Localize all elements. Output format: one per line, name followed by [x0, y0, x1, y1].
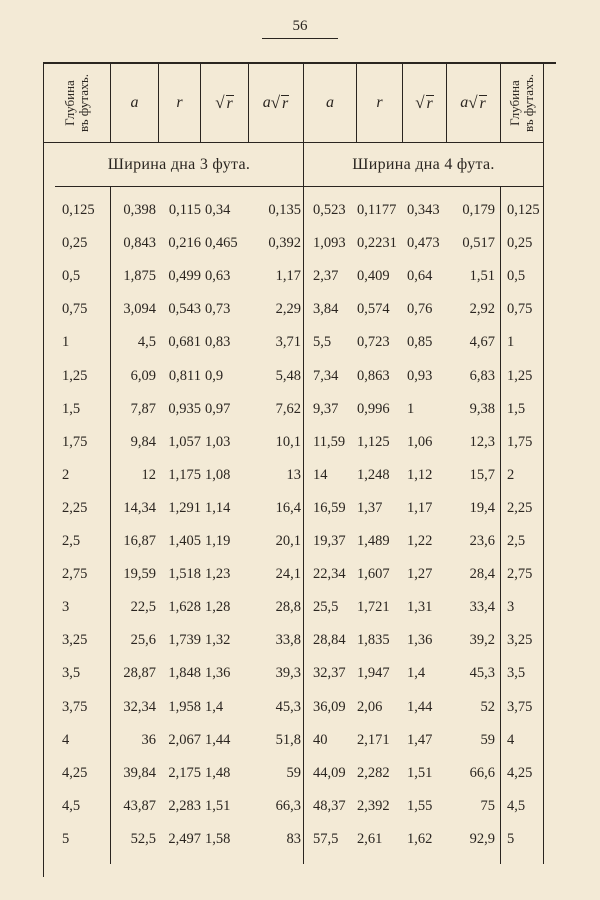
- table-cell: 11,59: [313, 433, 346, 450]
- table-cell: 1,48: [205, 764, 231, 781]
- header-a-left-label: a: [130, 94, 139, 111]
- table-cell: 1: [407, 400, 415, 417]
- table-cell: 0,1177: [357, 202, 397, 218]
- table-cell: 0,76: [407, 301, 433, 318]
- header-sqrt-r-left: [201, 66, 248, 140]
- header-depth-right: [501, 66, 543, 140]
- table-cell: 16,59: [313, 499, 346, 516]
- table-cell: 48,37: [313, 797, 346, 814]
- table-cell: 20,1: [275, 533, 301, 549]
- table-cell: 39,3: [275, 665, 301, 682]
- table-cell: 1,23: [205, 566, 231, 583]
- header-a-sqrt-r-right-a: a: [460, 94, 469, 111]
- table-cell: 0,73: [205, 301, 231, 318]
- table-cell: 0,343: [407, 202, 440, 218]
- table-cell: 25,6: [130, 632, 156, 649]
- table-cell: 52,5: [130, 830, 156, 847]
- table-cell: 1,44: [205, 731, 231, 748]
- table-cell: 0,125: [62, 202, 95, 218]
- table-cell: 1,291: [168, 499, 201, 516]
- table-cell: 6,09: [130, 367, 156, 384]
- table-cell: 0,85: [407, 334, 433, 351]
- table-cell: 0,75: [507, 301, 533, 318]
- table-cell: 1,17: [275, 268, 301, 285]
- table-cell: 0,723: [357, 334, 390, 351]
- header-a-sqrt-r-left-a: a: [262, 94, 271, 111]
- table-cell: 9,38: [469, 400, 495, 417]
- table-cell: 1,125: [357, 433, 390, 450]
- table-cell: 1,628: [168, 599, 201, 616]
- table-cell: 22,34: [313, 566, 346, 583]
- table-cell: 14,34: [123, 499, 156, 516]
- table-cell: 0,574: [357, 301, 390, 318]
- table-cell: 44,09: [313, 764, 346, 781]
- table-cell: 45,3: [275, 698, 301, 715]
- table-cell: 0,996: [357, 400, 390, 417]
- table-cell: 1,5: [507, 400, 526, 417]
- table-cell: 7,34: [313, 367, 339, 384]
- table-cell: 1,31: [407, 599, 433, 616]
- table-cell: 0,398: [123, 202, 156, 218]
- table-cell: 2,37: [313, 268, 339, 285]
- table-cell: 1,947: [357, 665, 390, 682]
- table-cell: 39,2: [469, 632, 495, 649]
- table-cell: 0,97: [205, 400, 231, 417]
- table-cell: 28,8: [275, 599, 301, 616]
- header-sqrt-r-right: [403, 66, 446, 140]
- section-title-left: Ширина дна 3 фута.: [107, 156, 251, 173]
- table-cell: 66,3: [275, 797, 301, 814]
- table-cell: 19,37: [313, 533, 346, 549]
- table-cell: 1,37: [357, 499, 383, 516]
- section-bottom-rule: [55, 186, 543, 187]
- table-cell: 0,25: [507, 235, 533, 252]
- table-cell: 0,863: [357, 367, 390, 384]
- table-cell: 1,58: [205, 830, 231, 847]
- sqrt-symbol: √: [468, 93, 478, 112]
- table-cell: 1,5: [62, 400, 81, 417]
- header-depth-left: [44, 66, 110, 140]
- table-cell: 1,721: [357, 599, 390, 616]
- table-cell: 0,473: [407, 235, 440, 252]
- table-cell: 3,71: [275, 334, 301, 351]
- table-cell: 1,51: [205, 797, 231, 814]
- table-cell: 32,34: [123, 698, 156, 715]
- table-cell: 5,48: [275, 367, 301, 384]
- table-cell: 3,5: [507, 665, 526, 682]
- table-cell: 40: [313, 731, 328, 748]
- table-cell: 4: [62, 731, 70, 748]
- header-depth-right-label: Глубина въ футахъ.: [507, 74, 537, 132]
- table-cell: 1,14: [205, 499, 231, 516]
- table-cell: 7,62: [275, 400, 301, 417]
- table-cell: 16,87: [123, 533, 156, 549]
- table-cell: 32,37: [313, 665, 346, 682]
- table-cell: 75: [480, 797, 495, 814]
- table-cell: 4,25: [62, 764, 88, 781]
- table-cell: 6,83: [469, 367, 495, 384]
- table-cell: 1,51: [469, 268, 495, 285]
- table-cell: 1,51: [407, 764, 433, 781]
- table-cell: 1,835: [357, 632, 390, 649]
- table-cell: 1,175: [168, 466, 201, 483]
- table-cell: 39,84: [123, 764, 156, 781]
- header-r-left-label: r: [176, 94, 183, 111]
- table-cell: 1,093: [313, 235, 346, 252]
- table-cell: 12,3: [469, 433, 495, 450]
- table-cell: 33,4: [469, 599, 495, 616]
- table-cell: 14: [313, 466, 328, 483]
- table-cell: 0,543: [168, 301, 201, 318]
- table-cell: 1,06: [407, 433, 433, 450]
- table-cell: 2,25: [507, 499, 533, 516]
- header-sqrt-r-right-label: r: [426, 95, 433, 112]
- table-cell: 0,25: [62, 235, 88, 252]
- table-cell: 1,4: [407, 665, 426, 682]
- table-cell: 3: [62, 599, 70, 616]
- table-cell: 1,4: [205, 698, 224, 715]
- table-cell: 2,175: [168, 764, 201, 781]
- header-r-right: [357, 66, 402, 140]
- table-cell: 1,19: [205, 533, 231, 549]
- table-cell: 4,25: [507, 764, 533, 781]
- table-cell: 2,75: [507, 566, 533, 583]
- table-cell: 0,843: [123, 235, 156, 252]
- table-cell: 24,1: [275, 566, 301, 583]
- col-sep-mid: [303, 64, 304, 864]
- table-cell: 25,5: [313, 599, 339, 616]
- table-cell: 0,83: [205, 334, 231, 351]
- table-cell: 0,2231: [357, 235, 397, 252]
- table-cell: 59: [480, 731, 495, 748]
- table-cell: 1,03: [205, 433, 231, 450]
- header-a-sqrt-r-left: [249, 66, 303, 140]
- table-cell: 0,5: [507, 268, 526, 285]
- table-cell: 13: [286, 466, 301, 483]
- table-cell: 0,392: [268, 235, 301, 252]
- table-cell: 2,25: [62, 499, 88, 516]
- col-sep-depth-left: [110, 186, 111, 864]
- table-cell: 9,37: [313, 400, 339, 417]
- table-cell: 83: [286, 830, 301, 847]
- table-top-rule: [43, 62, 556, 64]
- header-a-sqrt-r-left-r: r: [282, 95, 289, 112]
- table-cell: 5,5: [313, 334, 332, 351]
- table-cell: 0,115: [168, 202, 201, 218]
- table-cell: 4,67: [469, 334, 495, 351]
- table-cell: 2,5: [62, 533, 81, 549]
- table-cell: 9,84: [130, 433, 156, 450]
- table-cell: 3,84: [313, 301, 339, 318]
- table-cell: 1,518: [168, 566, 201, 583]
- table-cell: 1,08: [205, 466, 231, 483]
- table-left-rule: [43, 64, 44, 877]
- header-a-sqrt-r-right: [447, 66, 500, 140]
- table-cell: 1,248: [357, 466, 390, 483]
- table-cell: 4,5: [507, 797, 526, 814]
- table-cell: 45,3: [469, 665, 495, 682]
- table-cell: 36,09: [313, 698, 346, 715]
- header-sqrt-r-left-label: r: [226, 95, 233, 112]
- table-cell: 1,75: [507, 433, 533, 450]
- table-cell: 5: [62, 830, 70, 847]
- table-cell: 28,87: [123, 665, 156, 682]
- header-a-sqrt-r-right-r: r: [479, 95, 486, 112]
- table-cell: 2,282: [357, 764, 390, 781]
- table-cell: 1,17: [407, 499, 433, 516]
- table-cell: 28,84: [313, 632, 346, 649]
- table-cell: 1,62: [407, 830, 433, 847]
- table-cell: 2,497: [168, 830, 201, 847]
- table-cell: 0,523: [313, 202, 346, 218]
- table-cell: 0,63: [205, 268, 231, 285]
- table-cell: 1,057: [168, 433, 201, 450]
- table-cell: 0,135: [268, 202, 301, 218]
- table-cell: 1,958: [168, 698, 201, 715]
- table-cell: 22,5: [130, 599, 156, 616]
- table-cell: 0,465: [205, 235, 238, 252]
- table-cell: 0,125: [507, 202, 540, 218]
- table-cell: 0,216: [168, 235, 201, 252]
- header-a-left: [111, 66, 158, 140]
- table-cell: 2,392: [357, 797, 390, 814]
- header-r-left: [159, 66, 200, 140]
- table-cell: 3,25: [507, 632, 533, 649]
- table-cell: 52: [480, 698, 495, 715]
- table-cell: 33,8: [275, 632, 301, 649]
- table-cell: 15,7: [469, 466, 495, 483]
- table-cell: 19,4: [469, 499, 495, 516]
- table-cell: 0,75: [62, 301, 88, 318]
- table-cell: 2: [507, 466, 515, 483]
- table-cell: 1,875: [123, 268, 156, 285]
- table-cell: 3,25: [62, 632, 88, 649]
- table-cell: 0,179: [462, 202, 495, 218]
- table-cell: 59: [286, 764, 301, 781]
- table-cell: 1,607: [357, 566, 390, 583]
- table-cell: 1,55: [407, 797, 433, 814]
- table-right-rule: [543, 64, 544, 864]
- table-cell: 2,171: [357, 731, 390, 748]
- table-cell: 1,28: [205, 599, 231, 616]
- table-cell: 0,811: [168, 367, 201, 384]
- table-cell: 19,59: [123, 566, 156, 583]
- table-cell: 3,5: [62, 665, 81, 682]
- table-cell: 51,8: [275, 731, 301, 748]
- table-cell: 0,5: [62, 268, 81, 285]
- table-cell: 2,92: [469, 301, 495, 318]
- table-cell: 1: [62, 334, 70, 351]
- table-cell: 3,75: [507, 698, 533, 715]
- header-bottom-rule: [43, 142, 543, 143]
- table-cell: 3,094: [123, 301, 156, 318]
- table-cell: 1,12: [407, 466, 433, 483]
- table-cell: 0,681: [168, 334, 201, 351]
- sqrt-symbol: √: [215, 93, 225, 112]
- table-cell: 2,283: [168, 797, 201, 814]
- table-cell: 2,75: [62, 566, 88, 583]
- table-cell: 2,61: [357, 830, 383, 847]
- table-cell: 1,405: [168, 533, 201, 549]
- table-cell: 1,489: [357, 533, 390, 549]
- table-cell: 4: [507, 731, 515, 748]
- table-cell: 1,848: [168, 665, 201, 682]
- table-cell: 43,87: [123, 797, 156, 814]
- header-a-right-label: a: [326, 94, 334, 111]
- table-cell: 0,409: [357, 268, 390, 285]
- table-cell: 1,44: [407, 698, 433, 715]
- table-cell: 2,29: [275, 301, 301, 318]
- table-cell: 4,5: [62, 797, 81, 814]
- table-cell: 3: [507, 599, 515, 616]
- header-r-right-label: r: [376, 94, 383, 111]
- table-cell: 1,32: [205, 632, 231, 649]
- section-title-right: Ширина дна 4 фута.: [352, 156, 495, 173]
- table-cell: 1,25: [507, 367, 533, 384]
- table-cell: 66,6: [469, 764, 495, 781]
- table-cell: 2: [62, 466, 70, 483]
- table-cell: 1,75: [62, 433, 88, 450]
- table-cell: 0,9: [205, 367, 224, 384]
- table-cell: 0,499: [168, 268, 201, 285]
- table-cell: 0,93: [407, 367, 433, 384]
- table-cell: 7,87: [130, 400, 156, 417]
- table-cell: 5: [507, 830, 515, 847]
- table-cell: 1: [507, 334, 515, 351]
- table-cell: 0,517: [462, 235, 495, 252]
- table-cell: 2,5: [507, 533, 526, 549]
- table-cell: 0,935: [168, 400, 201, 417]
- table-cell: 1,739: [168, 632, 201, 649]
- page-number-rule: [262, 38, 338, 39]
- sqrt-symbol: √: [415, 93, 425, 112]
- table-cell: 1,47: [407, 731, 433, 748]
- table-cell: 3,75: [62, 698, 88, 715]
- table-cell: 36: [141, 731, 156, 748]
- table-cell: 2,067: [168, 731, 201, 748]
- table-cell: 12: [141, 466, 156, 483]
- header-a-right: [304, 66, 356, 140]
- table-cell: 2,06: [357, 698, 383, 715]
- col-sep-depth-right: [500, 186, 501, 864]
- header-depth-left-label: Глубина въ футахъ.: [61, 74, 91, 132]
- table-cell: 23,6: [469, 533, 495, 549]
- table-cell: 0,64: [407, 268, 433, 285]
- table-cell: 10,1: [275, 433, 301, 450]
- table-cell: 4,5: [137, 334, 156, 351]
- sqrt-symbol: √: [270, 93, 281, 112]
- table-cell: 28,4: [469, 566, 495, 583]
- page-number: 56: [292, 18, 308, 34]
- table-cell: 57,5: [313, 830, 339, 847]
- table-cell: 1,36: [407, 632, 433, 649]
- table-cell: 0,34: [205, 202, 231, 218]
- table-cell: 16,4: [275, 499, 301, 516]
- table-cell: 1,36: [205, 665, 231, 682]
- table-cell: 1,25: [62, 367, 88, 384]
- table-cell: 92,9: [469, 830, 495, 847]
- table-cell: 1,27: [407, 566, 433, 583]
- table-cell: 1,22: [407, 533, 433, 549]
